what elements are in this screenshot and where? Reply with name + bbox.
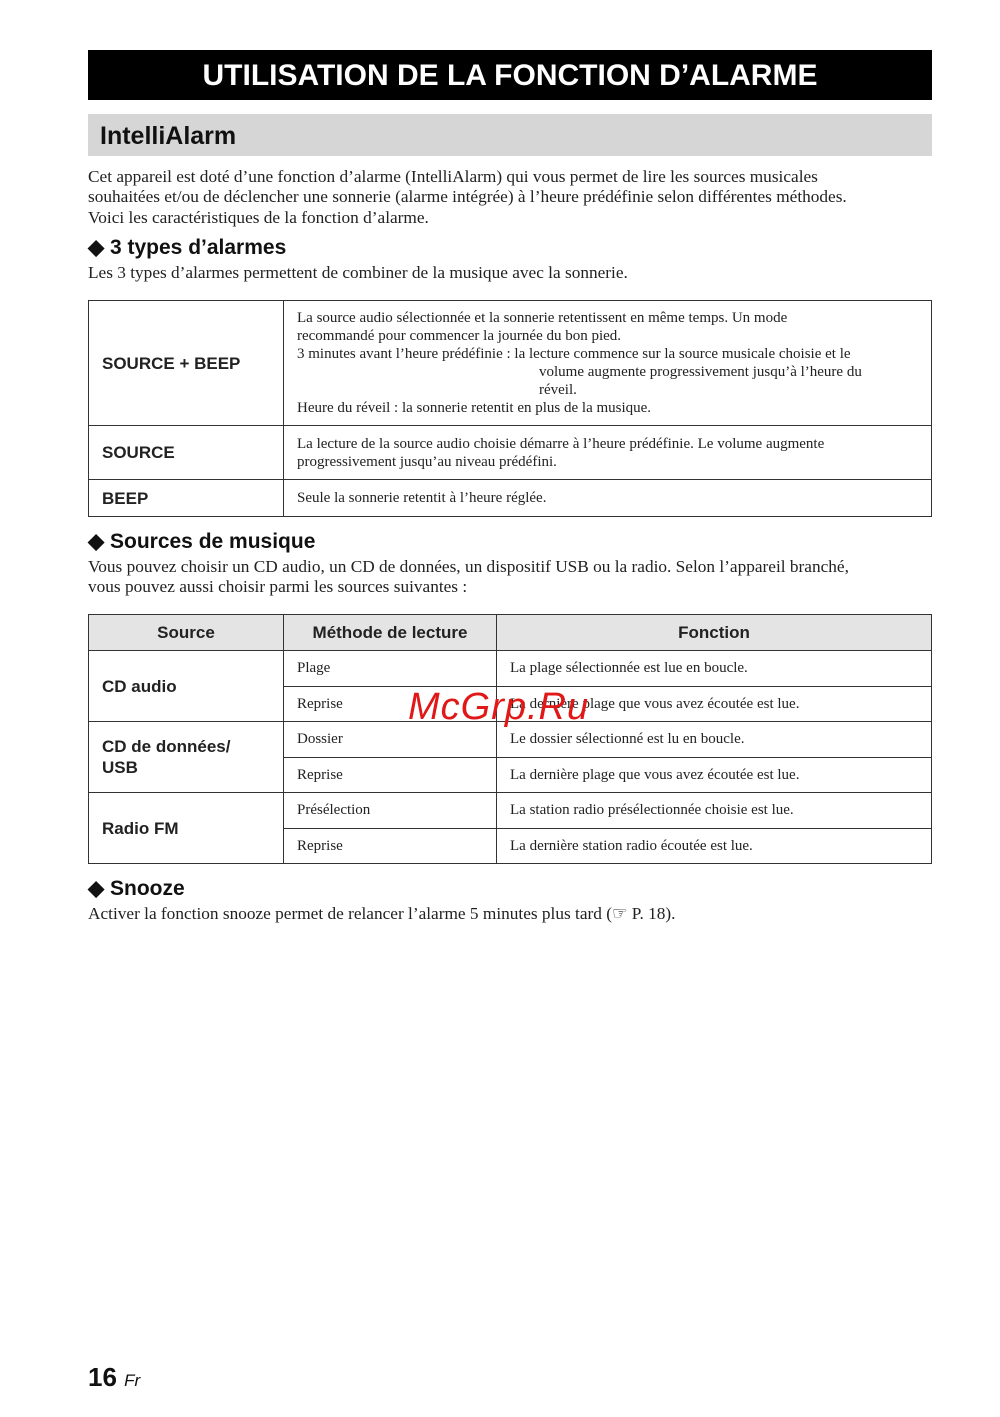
- function-cell: La dernière plage que vous avez écoutée est lue.: [497, 757, 932, 793]
- intro-paragraph: [88, 167, 938, 228]
- snooze-heading: ◆ Snooze: [88, 877, 185, 900]
- function-cell: Le dossier sélectionné est lu en boucle.: [497, 722, 932, 758]
- column-header: Méthode de lecture: [284, 615, 497, 651]
- alarm-types-heading: ◆ 3 types d’alarmes: [88, 236, 287, 259]
- column-header: Source: [89, 615, 284, 651]
- function-cell: La station radio présélectionnée choisie est lue.: [497, 793, 932, 829]
- desc-line: progressivement jusqu’au niveau prédéfini.: [297, 453, 557, 470]
- function-cell: La plage sélectionnée est lue en boucle.: [497, 651, 932, 687]
- table-header-row: [89, 615, 932, 651]
- sources-line: Vous pouvez choisir un CD audio, un CD de données, un dispositif USB ou la radio. Selon l’appareil branché,: [88, 557, 849, 576]
- sources-text: [88, 557, 938, 598]
- table-row: [89, 793, 932, 829]
- table-row: [89, 426, 932, 480]
- sources-heading: ◆ Sources de musique: [88, 530, 316, 553]
- desc-line: La lecture de la source audio choisie démarre à l’heure prédéfinie. Le volume augmente: [297, 435, 825, 452]
- alarm-type-label: SOURCE: [89, 426, 284, 480]
- method-cell: Reprise: [284, 686, 497, 722]
- page-footer: [88, 1362, 140, 1393]
- method-cell: Reprise: [284, 757, 497, 793]
- alarm-type-label: BEEP: [89, 480, 284, 517]
- intro-line: Voici les caractéristiques de la fonction d’alarme.: [88, 207, 429, 227]
- table-row: [89, 301, 932, 426]
- source-cell: CD audio: [89, 651, 284, 722]
- page-number: 16: [88, 1362, 117, 1392]
- sources-table: [88, 614, 932, 864]
- snooze-text: Activer la fonction snooze permet de relancer l’alarme 5 minutes plus tard (☞ P. 18).: [88, 904, 676, 923]
- sources-line: vous pouvez aussi choisir parmi les sources suivantes :: [88, 577, 468, 597]
- desc-line: 3 minutes avant l’heure prédéfinie : la lecture commence sur la source musicale choisie et le: [297, 346, 851, 362]
- intro-line: souhaitées et/ou de déclencher une sonnerie (alarme intégrée) à l’heure prédéfinie selon différentes méthodes.: [88, 187, 847, 207]
- alarm-type-description: [284, 301, 932, 426]
- function-cell: La dernière plage que vous avez écoutée est lue.: [497, 686, 932, 722]
- desc-line: La source audio sélectionnée et la sonnerie retentissent en même temps. Un mode: [297, 310, 788, 326]
- source-cell: CD de données/ USB: [89, 722, 284, 793]
- intro-line: Cet appareil est doté d’une fonction d’alarme (IntelliAlarm) qui vous permet de lire les sources musicales: [88, 167, 818, 186]
- table-row: [89, 651, 932, 687]
- source-cell: Radio FM: [89, 793, 284, 864]
- method-cell: Reprise: [284, 828, 497, 864]
- alarm-type-description: [284, 426, 932, 480]
- section-heading: IntelliAlarm: [88, 114, 932, 156]
- desc-line: recommandé pour commencer la journée du bon pied.: [297, 328, 622, 344]
- alarm-types-table: [88, 300, 932, 517]
- function-cell: La dernière station radio écoutée est lue.: [497, 828, 932, 864]
- alarm-type-description: Seule la sonnerie retentit à l’heure réglée.: [284, 480, 932, 517]
- desc-line: volume augmente progressivement jusqu’à l’heure du: [539, 364, 862, 380]
- desc-line: réveil.: [539, 382, 577, 398]
- alarm-types-text: Les 3 types d’alarmes permettent de combiner de la musique avec la sonnerie.: [88, 263, 628, 282]
- method-cell: Dossier: [284, 722, 497, 758]
- method-cell: Présélection: [284, 793, 497, 829]
- language-code: Fr: [124, 1371, 141, 1390]
- watermark: McGrp.Ru: [408, 686, 590, 728]
- page-title: UTILISATION DE LA FONCTION D’ALARME: [88, 50, 932, 100]
- alarm-type-label: SOURCE + BEEP: [89, 301, 284, 426]
- desc-line: Heure du réveil : la sonnerie retentit en plus de la musique.: [297, 400, 652, 416]
- column-header: Fonction: [497, 615, 932, 651]
- table-row: [89, 480, 932, 517]
- method-cell: Plage: [284, 651, 497, 687]
